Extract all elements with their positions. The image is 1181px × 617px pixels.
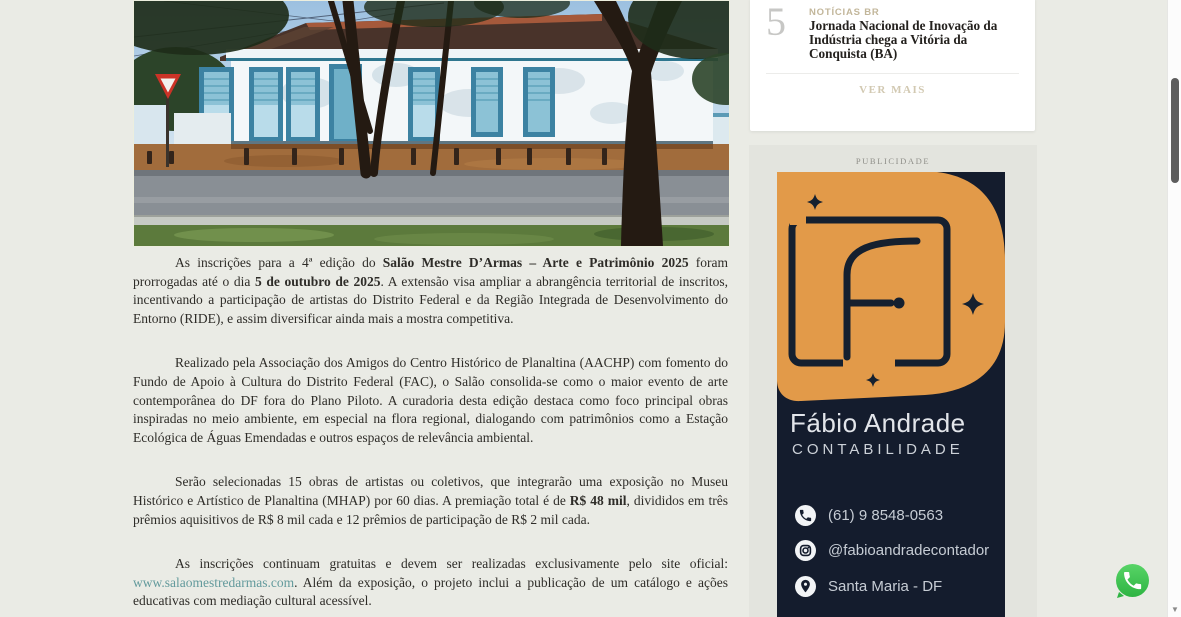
ad-location-row [795,576,942,597]
news-card [750,0,1035,131]
article-text: . Além da exposição, o projeto inclui a publicação de um catálogo e ações educativas com mediação cultural acessível. [133,574,728,609]
ad-phone: (61) 9 8548-0563 [828,507,944,524]
ad-phone-row [795,505,943,526]
news-category-label[interactable]: NOTÍCIAS BR [809,7,880,18]
news-rank: 5 [766,0,786,44]
instagram-icon [795,540,816,561]
ad-location: Santa Maria - DF [828,578,943,595]
publicidade-label: PUBLICIDADE [855,156,931,166]
article-text: , divididos em três prêmios aquisitivos de R$ 8 mil cada e 12 prêmios de participação de R$ 2 mil cada. [133,492,728,527]
article-text: . A extensão visa ampliar a abrangência territorial de inscritos, incentivando a participação de artistas do Distrito Federal e da Região Integrada de Desenvolvimento do Entorno (RIDE), e assim diversificar ainda mais a mostra competitiva. [133,273,728,326]
ad-banner[interactable] [777,172,1005,617]
article-text: 5 de outubro de 2025 [254,273,381,289]
ad-instagram-row [795,540,989,561]
scrollbar[interactable] [1167,0,1181,617]
location-pin-icon [795,576,816,597]
article-image [133,0,730,247]
article-text: Salão Mestre D’Armas – Arte e Patrimônio 2025 [382,255,689,270]
ad-company-name: Fábio Andrade [790,408,966,438]
article-text: Serão selecionadas 15 obras de artistas ou coletivos, que integrarão uma exposição no Museu Histórico e Artístico de Planaltina (MHAP) por 60 dias. A premiação total é de [133,474,728,508]
ad-logo-art [777,172,1005,404]
ad-company-subtitle: CONTABILIDADE [792,441,964,458]
article-text: As inscrições continuam gratuitas e devem ser realizadas exclusivamente pelo site oficial: [175,556,728,572]
scrollbar-thumb[interactable] [1171,78,1179,183]
article-text: As inscrições para a 4ª edição do [175,255,383,270]
ad-instagram: @fabioandradecontador [828,542,990,559]
scrollbar-down-arrow[interactable]: ▼ [1171,605,1179,614]
article-paragraph [133,354,728,447]
article-body [133,254,728,617]
divider [766,73,1019,74]
article-text: foram prorrogadas até o dia [133,255,729,289]
article-link[interactable]: www.salaomestredarmas.com [133,574,295,590]
article-paragraph [133,254,728,328]
article-text: R$ 48 mil [569,492,627,508]
news-headline-link[interactable]: Jornada Nacional de Inovação da Indústria chega a Vitória da Conquista (BA) [809,18,998,61]
article-paragraph [133,555,728,611]
whatsapp-button[interactable] [1113,561,1152,600]
historic-building-photo [134,1,729,246]
ver-mais-link[interactable]: VER MAIS [859,84,926,96]
ad-section [749,145,1037,617]
article-paragraph [133,473,728,529]
article-text: Realizado pela Associação dos Amigos do Centro Histórico de Planaltina (AACHP) com fomento do Fundo de Apoio à Cultura do Distrito Federal (FAC), o Salão consolida-se como o maior evento de arte contemporânea do DF fora do Plano Piloto. A curadoria desta edição destaca como foco principal obras inspiradas no meio ambiente, em especial na flora regional, dialogando com patrimônios como a Estação Ecológica de Águas Emendadas e outros espaços de relevância ambiental. [133,355,728,445]
phone-icon [795,505,816,526]
